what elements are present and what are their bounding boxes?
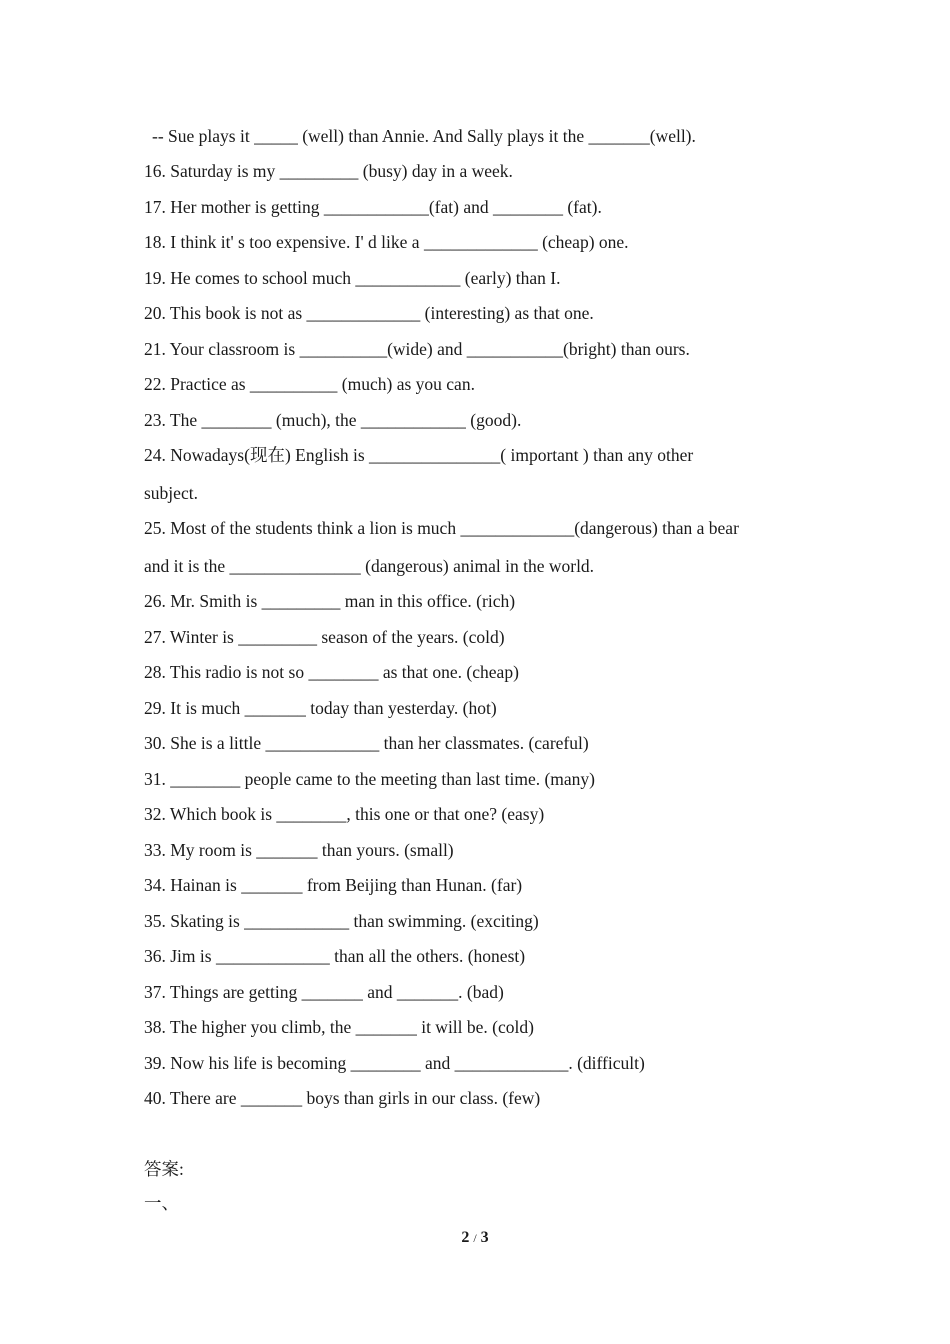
exercise-line: 33. My room is _______ than yours. (small) [144, 840, 454, 860]
exercise-line: 17. Her mother is getting ____________(fat) and ________ (fat). [144, 197, 602, 217]
page-current: 2 [461, 1229, 470, 1246]
exercise-line: 30. She is a little _____________ than her classmates. (careful) [144, 733, 589, 753]
exercise-line: 25. Most of the students think a lion is much _____________(dangerous) than a bear [144, 518, 739, 538]
exercise-line: 24. Nowadays(现在) English is _______________( important ) than any other [144, 445, 694, 465]
exercise-line: 36. Jim is _____________ than all the others. (honest) [144, 946, 526, 966]
exercise-line: 20. This book is not as _____________ (interesting) as that one. [144, 303, 594, 323]
exercise-line: 34. Hainan is _______ from Beijing than Hunan. (far) [144, 875, 523, 895]
exercise-line: -- Sue plays it _____ (well) than Annie. And Sally plays it the _______(well). [152, 126, 696, 146]
exercise-line: 28. This radio is not so ________ as that one. (cheap) [144, 662, 519, 682]
answers-heading: 答案: [144, 1159, 184, 1179]
exercise-line: 29. It is much _______ today than yesterday. (hot) [144, 698, 497, 718]
exercise-line: 32. Which book is ________, this one or that one? (easy) [144, 804, 545, 824]
page-total: 3 [480, 1229, 489, 1246]
exercise-line: 26. Mr. Smith is _________ man in this office. (rich) [144, 591, 516, 611]
exercise-line: 35. Skating is ____________ than swimming. (exciting) [144, 911, 539, 931]
exercise-line: 37. Things are getting _______ and _______. (bad) [144, 982, 504, 1002]
exercise-line: 23. The ________ (much), the ____________ (good). [144, 410, 522, 430]
exercise-line: and it is the _______________ (dangerous) animal in the world. [144, 556, 595, 576]
exercise-line: 19. He comes to school much ____________ (early) than I. [144, 268, 561, 288]
exercise-line: 40. There are _______ boys than girls in our class. (few) [144, 1088, 541, 1108]
exercise-line: 18. I think it' s too expensive. I' d like a _____________ (cheap) one. [144, 232, 629, 252]
answers-section-label: 一、 [144, 1193, 179, 1213]
exercise-line: 21. Your classroom is __________(wide) and ___________(bright) than ours. [144, 339, 690, 359]
exercise-line: 27. Winter is _________ season of the years. (cold) [144, 627, 505, 647]
exercise-line: 22. Practice as __________ (much) as you can. [144, 374, 475, 394]
exercise-line: 39. Now his life is becoming ________ and _____________. (difficult) [144, 1053, 645, 1073]
exercise-line: 31. ________ people came to the meeting than last time. (many) [144, 769, 595, 789]
page-separator: / [473, 1231, 477, 1245]
exercise-line: 16. Saturday is my _________ (busy) day in a week. [144, 161, 513, 181]
exercise-line: subject. [144, 483, 198, 503]
page-number [0, 1228, 950, 1248]
exercise-line: 38. The higher you climb, the _______ it will be. (cold) [144, 1017, 534, 1037]
